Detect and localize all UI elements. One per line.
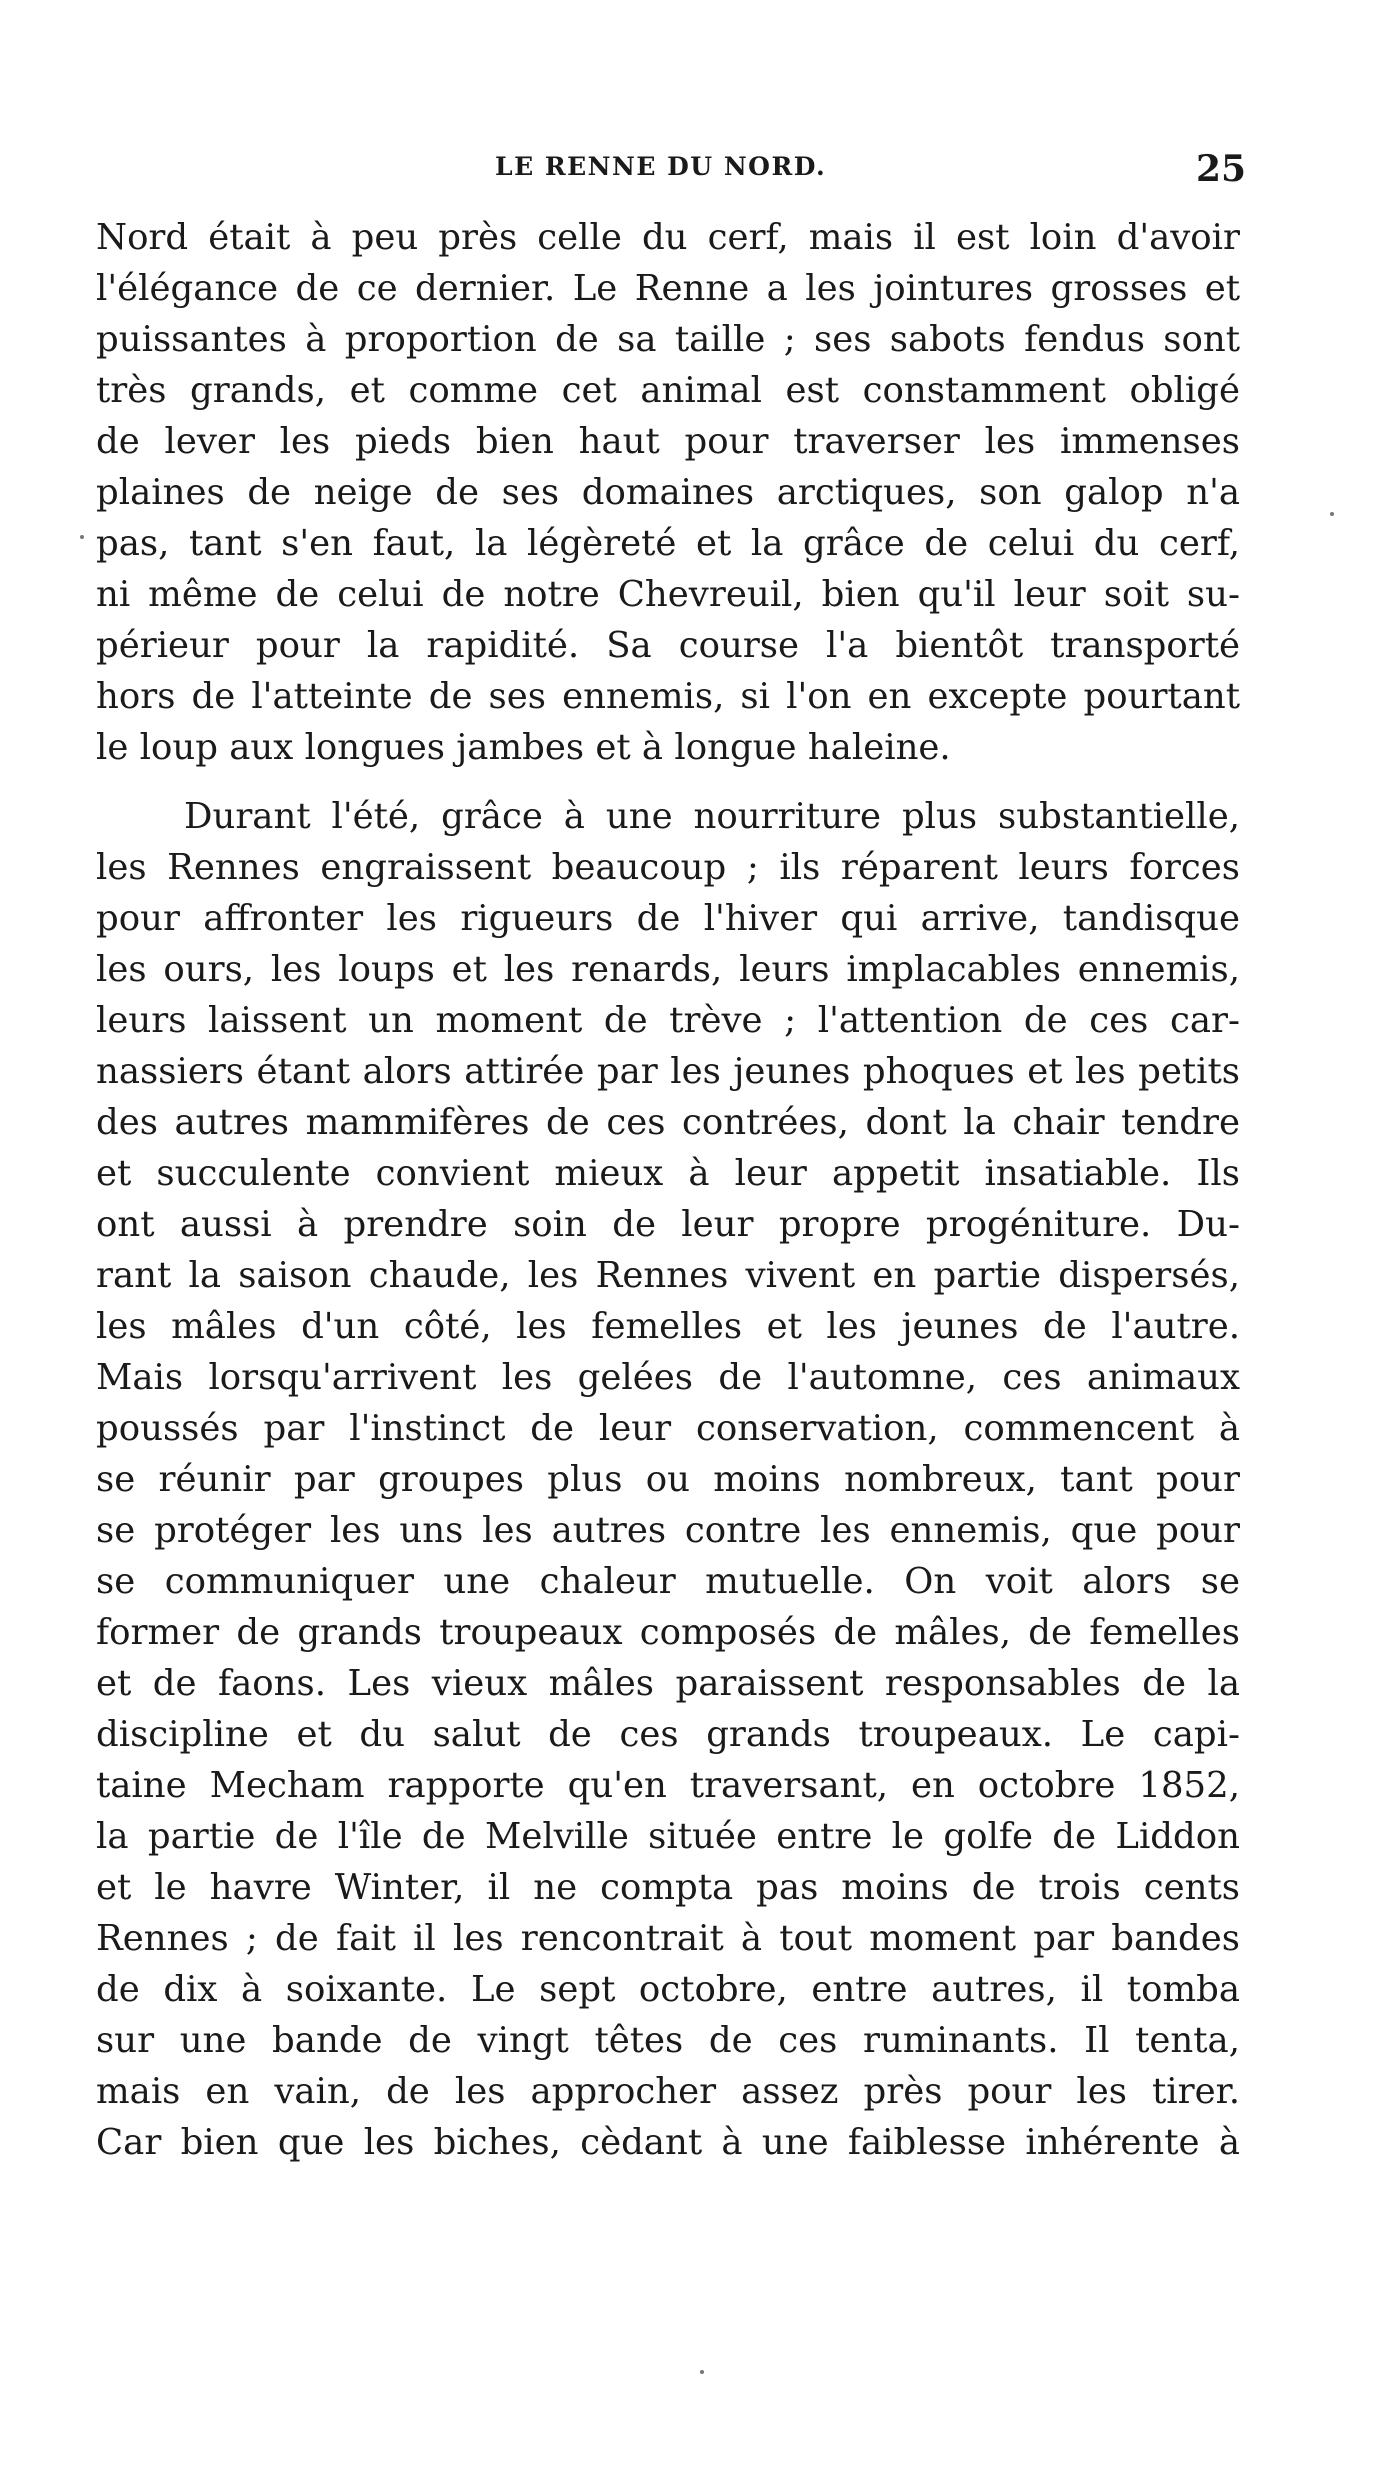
text-line: se communiquer une chaleur mutuelle. On voit alors se — [96, 1561, 1240, 1602]
text-line: Car bien que les biches, cèdant à une faiblesse inhérente à — [96, 2122, 1240, 2163]
text-line: ni même de celui de notre Chevreuil, bien qu'il leur soit su- — [96, 574, 1240, 615]
text-line: la partie de l'île de Melville située entre le golfe de Liddon — [96, 1816, 1240, 1857]
text-line: périeur pour la rapidité. Sa course l'a bientôt transporté — [96, 625, 1240, 666]
text-line: des autres mammifères de ces contrées, dont la chair tendre — [96, 1102, 1240, 1143]
text-line: pour affronter les rigueurs de l'hiver qui arrive, tandisque — [96, 898, 1240, 939]
paragraph-spacer — [96, 773, 1240, 791]
paragraph-1 — [96, 212, 1240, 773]
text-line: de dix à soixante. Le sept octobre, entre autres, il tomba — [96, 1969, 1240, 2010]
text-line: de lever les pieds bien haut pour traverser les immenses — [96, 421, 1240, 462]
text-line: ont aussi à prendre soin de leur propre progéniture. Du- — [96, 1204, 1240, 1245]
paragraph-2 — [96, 791, 1240, 2168]
text-line: sur une bande de vingt têtes de ces ruminants. Il tenta, — [96, 2020, 1240, 2061]
text-line: discipline et du salut de ces grands troupeaux. Le capi- — [96, 1714, 1240, 1755]
text-line: se protéger les uns les autres contre les ennemis, que pour — [96, 1510, 1240, 1551]
text-line: l'élégance de ce dernier. Le Renne a les jointures grosses et — [96, 268, 1240, 309]
text-line: et le havre Winter, il ne compta pas moins de trois cents — [96, 1867, 1240, 1908]
running-header — [0, 148, 1396, 198]
text-line: rant la saison chaude, les Rennes vivent en partie dispersés, — [96, 1255, 1240, 1296]
text-line: puissantes à proportion de sa taille ; ses sabots fendus sont — [96, 319, 1240, 360]
text-line: les Rennes engraissent beaucoup ; ils réparent leurs forces — [96, 847, 1240, 888]
text-line: se réunir par groupes plus ou moins nombreux, tant pour — [96, 1459, 1240, 1500]
text-line: nassiers étant alors attirée par les jeunes phoques et les petits — [96, 1051, 1240, 1092]
text-line: plaines de neige de ses domaines arctiques, son galop n'a — [96, 472, 1240, 513]
text-line: pas, tant s'en faut, la légèreté et la grâce de celui du cerf, — [96, 523, 1240, 564]
text-line: très grands, et comme cet animal est constamment obligé — [96, 370, 1240, 411]
text-line: former de grands troupeaux composés de mâles, de femelles — [96, 1612, 1240, 1653]
text-line: les ours, les loups et les renards, leurs implacables ennemis, — [96, 949, 1240, 990]
paper-speck — [700, 2370, 704, 2374]
text-line: hors de l'atteinte de ses ennemis, si l'on en excepte pourtant — [96, 676, 1240, 717]
text-line: mais en vain, de les approcher assez près pour les tirer. — [96, 2071, 1240, 2112]
text-line: les mâles d'un côté, les femelles et les jeunes de l'autre. — [96, 1306, 1240, 1347]
text-line: le loup aux longues jambes et à longue haleine. — [96, 727, 951, 768]
text-line: Rennes ; de fait il les rencontrait à tout moment par bandes — [96, 1918, 1240, 1959]
text-line: taine Mecham rapporte qu'en traversant, en octobre 1852, — [96, 1765, 1240, 1806]
text-line: poussés par l'instinct de leur conservation, commencent à — [96, 1408, 1240, 1449]
text-line: et succulente convient mieux à leur appetit insatiable. Ils — [96, 1153, 1240, 1194]
text-line: Nord était à peu près celle du cerf, mais il est loin d'avoir — [96, 217, 1240, 258]
text-line: Mais lorsqu'arrivent les gelées de l'automne, ces animaux — [96, 1357, 1240, 1398]
running-title: LE RENNE DU NORD. — [495, 152, 827, 181]
page-number: 25 — [1196, 148, 1247, 190]
paper-speck — [80, 535, 84, 539]
paper-speck — [1330, 512, 1334, 516]
body-text — [96, 212, 1240, 2168]
text-line: leurs laissent un moment de trève ; l'attention de ces car- — [96, 1000, 1240, 1041]
text-line: et de faons. Les vieux mâles paraissent responsables de la — [96, 1663, 1240, 1704]
text-line: Durant l'été, grâce à une nourriture plus substantielle, — [184, 796, 1240, 837]
